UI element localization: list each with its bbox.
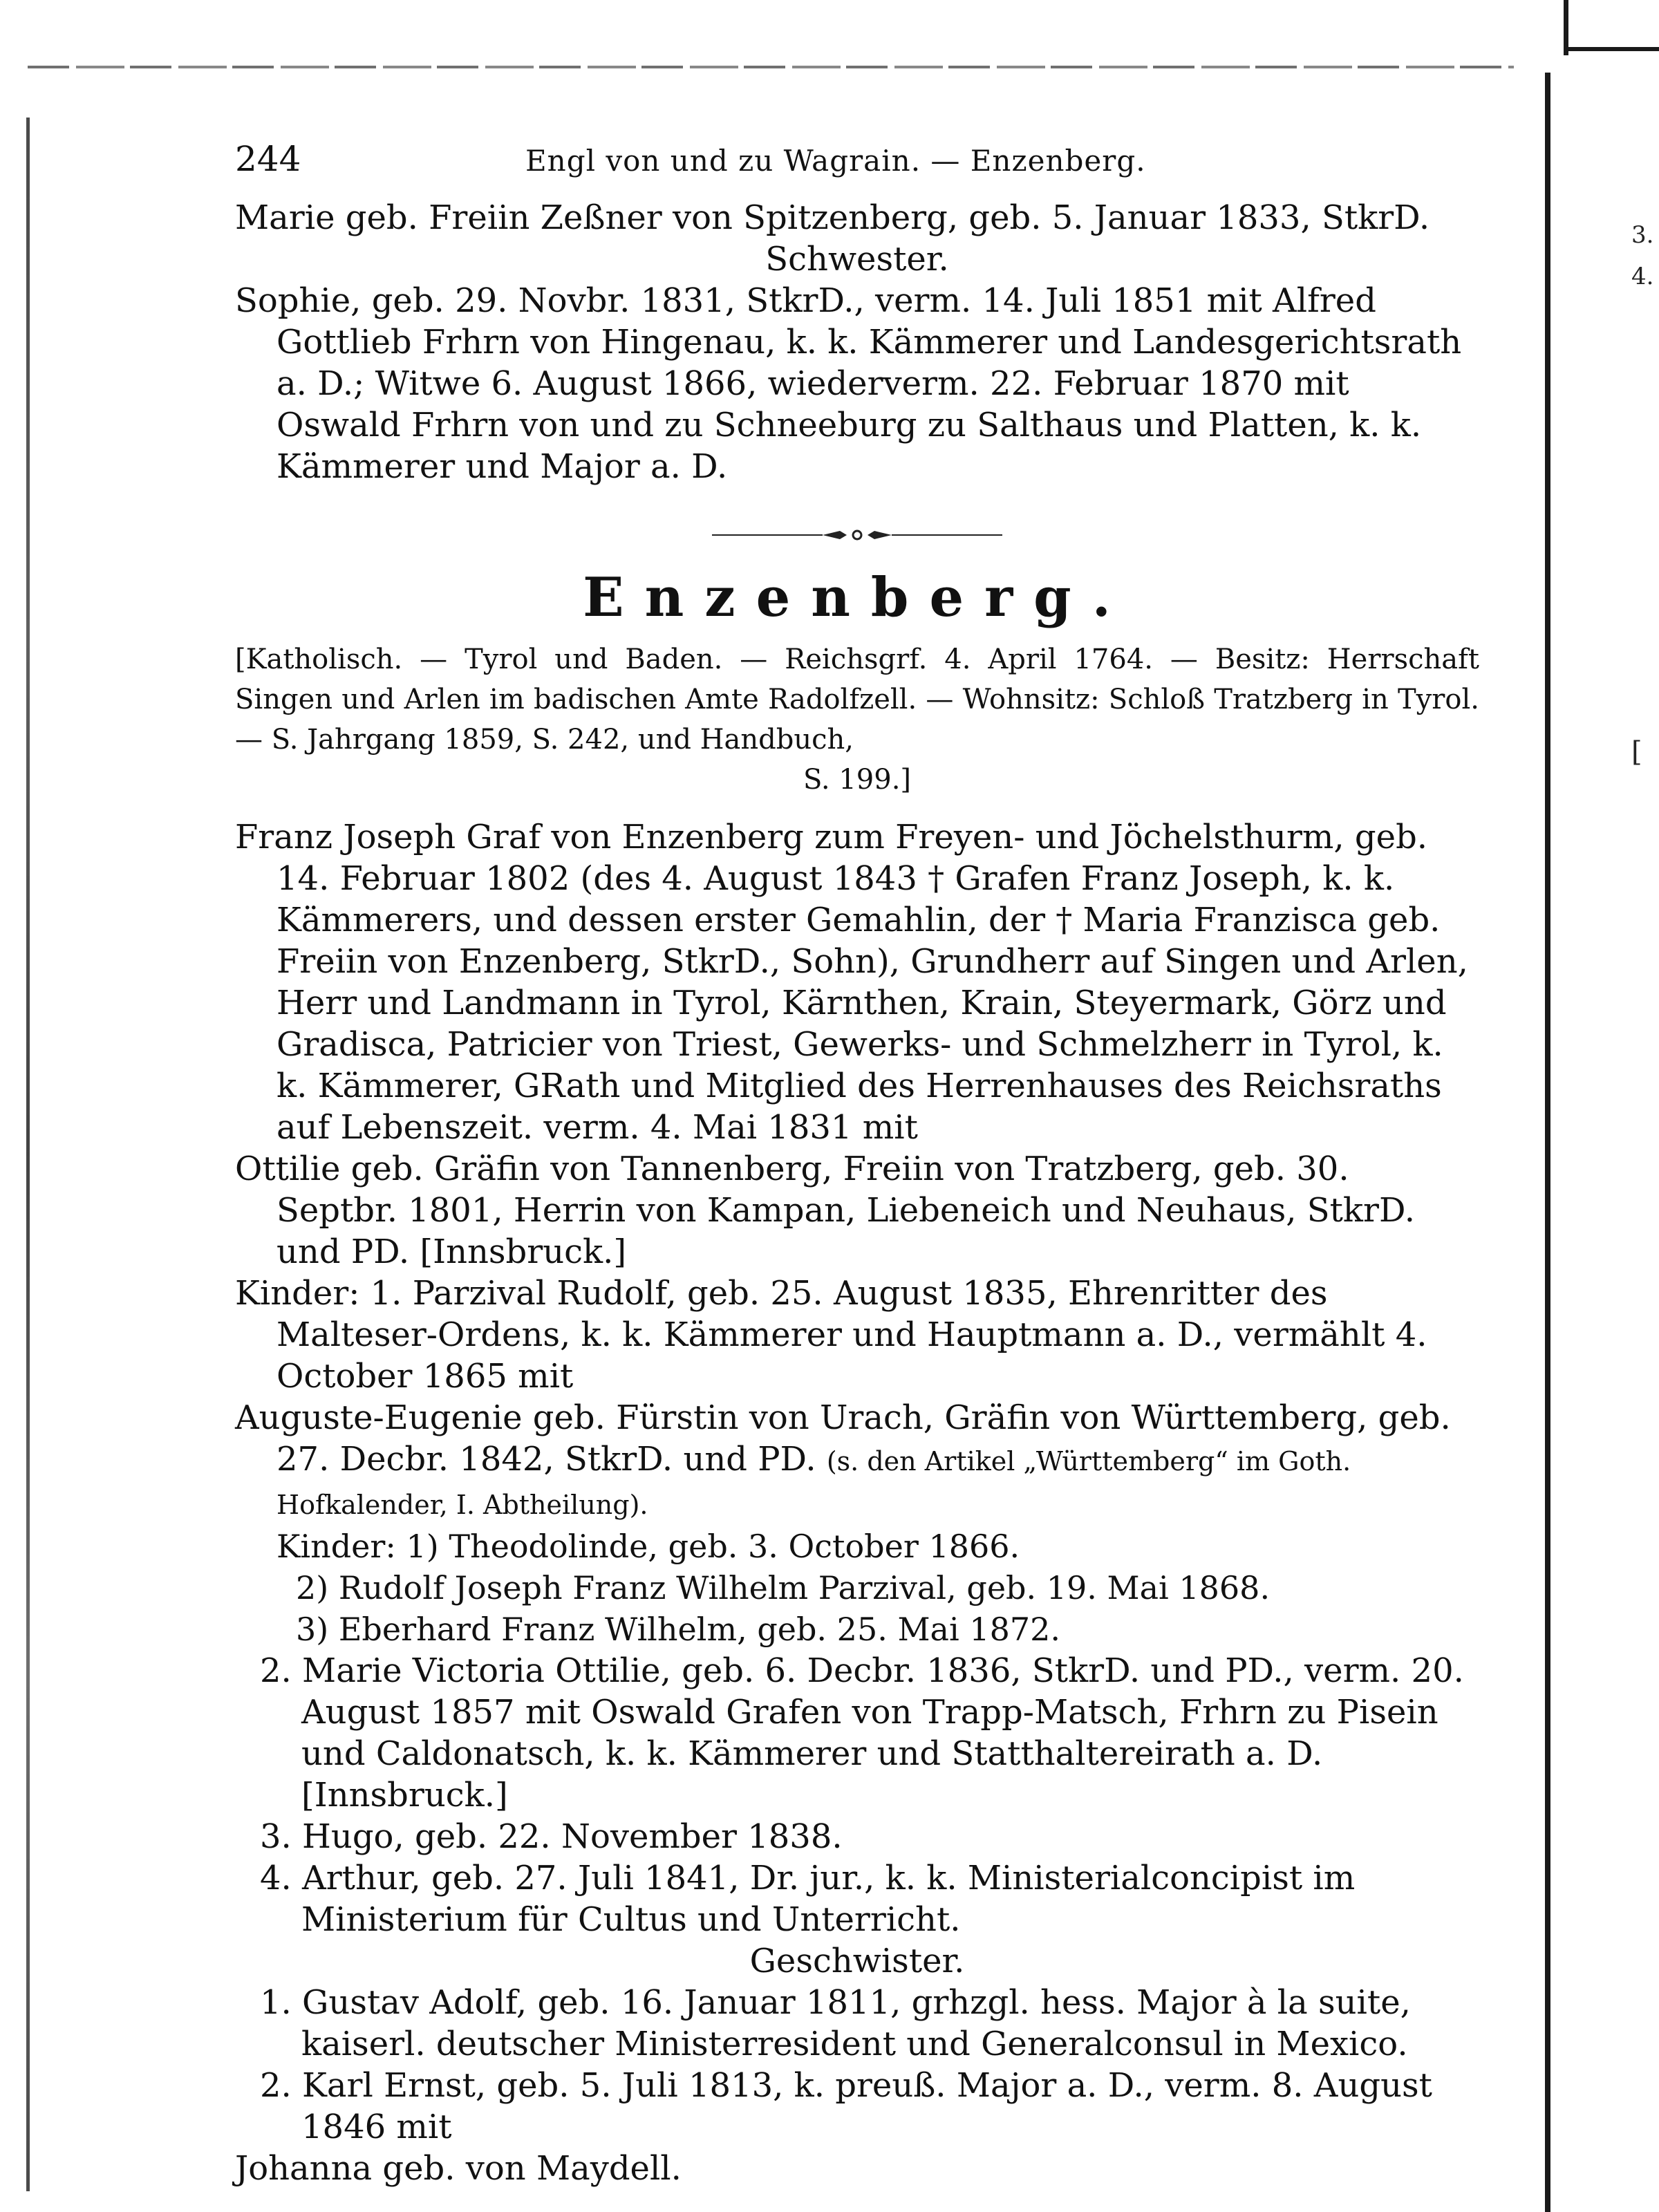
entry-franz-joseph: Franz Joseph Graf von Enzenberg zum Freyen- und Jöchelsthurm, geb. 14. Februar 1802 (des 4. August 1843 † Grafen Franz Joseph, k. k. Kämmerers, und dessen erster Gemahlin, der † Maria Franzisca geb. Freiin von Enzenberg, StkrD., Sohn), Grundherr auf Singen und Arlen, Herr und Landmann in Tyrol, Kärnthen, Krain, Steyermark, Görz und Gradisca, Patricier von Triest, Gewerks- und Schmelzherr in Tyrol, k. k. Kämmerer, GRath und Mitglied des Herrenhauses des Reichsraths auf Lebenszeit. verm. 4. Mai 1831 mit — [235, 818, 1468, 1147]
entry-auguste-text: Auguste-Eugenie geb. Fürstin von Urach, Gräfin von Württemberg, geb. 27. Decbr. 1842, StkrD. und PD. — [235, 1398, 1451, 1479]
entry-hugo: 3. Hugo, geb. 22. November 1838. — [260, 1817, 843, 1856]
list-item: 3) Eberhard Franz Wilhelm, geb. 25. Mai 1872. — [296, 1611, 1060, 1648]
next-page-fragment: 4. — [1631, 263, 1654, 290]
entry-intro-reference: S. 199.] — [803, 764, 912, 796]
entry-arthur: 4. Arthur, geb. 27. Juli 1841, Dr. jur., k. k. Ministerialconcipist im Ministerium für Cultus und Unterricht. — [260, 1859, 1356, 1939]
entry-sophie: Sophie, geb. 29. Novbr. 1831, StkrD., verm. 14. Juli 1851 mit Alfred Gottlieb Frhrn von Hingenau, k. k. Kämmerer und Landesgerichtsrath a. D.; Witwe 6. August 1866, wiederverm. 22. Februar 1870 mit Oswald Frhrn von und zu Schneeburg zu Salthaus und Platten, k. k. Kämmerer und Major a. D. — [235, 281, 1462, 486]
next-page-fragment: [ — [1631, 736, 1642, 768]
page-left-edge — [26, 118, 30, 2191]
book-gutter-line — [1545, 73, 1550, 2212]
page-header — [235, 138, 1479, 182]
entry-marie-victoria: 2. Marie Victoria Ottilie, geb. 6. Decbr. 1836, StkrD. und PD., verm. 20. August 1857 mit Oswald Grafen von Trapp-Matsch, Frhrn zu Pisein und Caldonatsch, k. k. Kämmerer und Statthaltereirath a. D. [Innsbruck.] — [260, 1651, 1464, 1815]
entry-karl-ernst: 2. Karl Ernst, geb. 5. Juli 1813, k. preuß. Major a. D., verm. 8. August 1846 mit — [260, 2066, 1432, 2146]
entry-gustav-adolf: 1. Gustav Adolf, geb. 16. Januar 1811, grhzgl. hess. Major à la suite, kaiserl. deutscher Ministerresident und Generalconsul in Mexico. — [260, 1983, 1411, 2063]
grandchildren-list — [235, 1526, 1479, 1650]
section-divider-ornament — [235, 511, 1479, 559]
list-item: 2) Rudolf Joseph Franz Wilhelm Parzival, geb. 19. Mai 1868. — [296, 1569, 1271, 1606]
entry-auguste-note: (s. den Artikel „Württemberg“ im Goth. Hofkalender, I. Abtheilung). — [276, 1446, 1351, 1520]
entry-ottilie: Ottilie geb. Gräfin von Tannenberg, Freiin von Tratzberg, geb. 30. Septbr. 1801, Herrin von Kampan, Liebeneich und Neuhaus, StkrD. und PD. [Innsbruck.] — [235, 1150, 1415, 1271]
entry-johanna: Johanna geb. von Maydell. — [235, 2149, 682, 2188]
page-top-edge — [28, 66, 1514, 68]
next-page-fragment: 3. — [1631, 221, 1654, 249]
entry-intro — [235, 639, 1479, 800]
list-item: Kinder: 1) Theodolinde, geb. 3. October 1866. — [276, 1528, 1020, 1565]
entry-kinder-parzival: Kinder: 1. Parzival Rudolf, geb. 25. August 1835, Ehrenritter des Malteser-Ordens, k. k. Kämmerer und Hauptmann a. D., vermählt 4. October 1865 mit — [235, 1274, 1427, 1396]
running-head: Engl von und zu Wagrain. — Enzenberg. — [525, 144, 1146, 178]
next-page-corner — [1564, 47, 1659, 51]
section-heading-schwester: Schwester. — [765, 240, 949, 279]
entry-intro-text: [Katholisch. — Tyrol und Baden. — Reichsgrf. 4. April 1764. — Besitz: Herrschaft Singen und Arlen im badischen Amte Radolfzell. — Wohnsitz: Schloß Tratzberg in Tyrol. — S. Jahrgang 1859, S. 242, und Handbuch, — [235, 644, 1479, 756]
entry-title: Enzenberg. — [583, 566, 1132, 629]
page-text-column — [235, 138, 1479, 2189]
page-number: 244 — [235, 139, 301, 179]
section-heading-geschwister: Geschwister. — [749, 1942, 965, 1980]
entry-marie: Marie geb. Freiin Zeßner von Spitzenberg, geb. 5. Januar 1833, StkrD. — [235, 198, 1430, 237]
entry-auguste-eugenie — [235, 1397, 1479, 1526]
